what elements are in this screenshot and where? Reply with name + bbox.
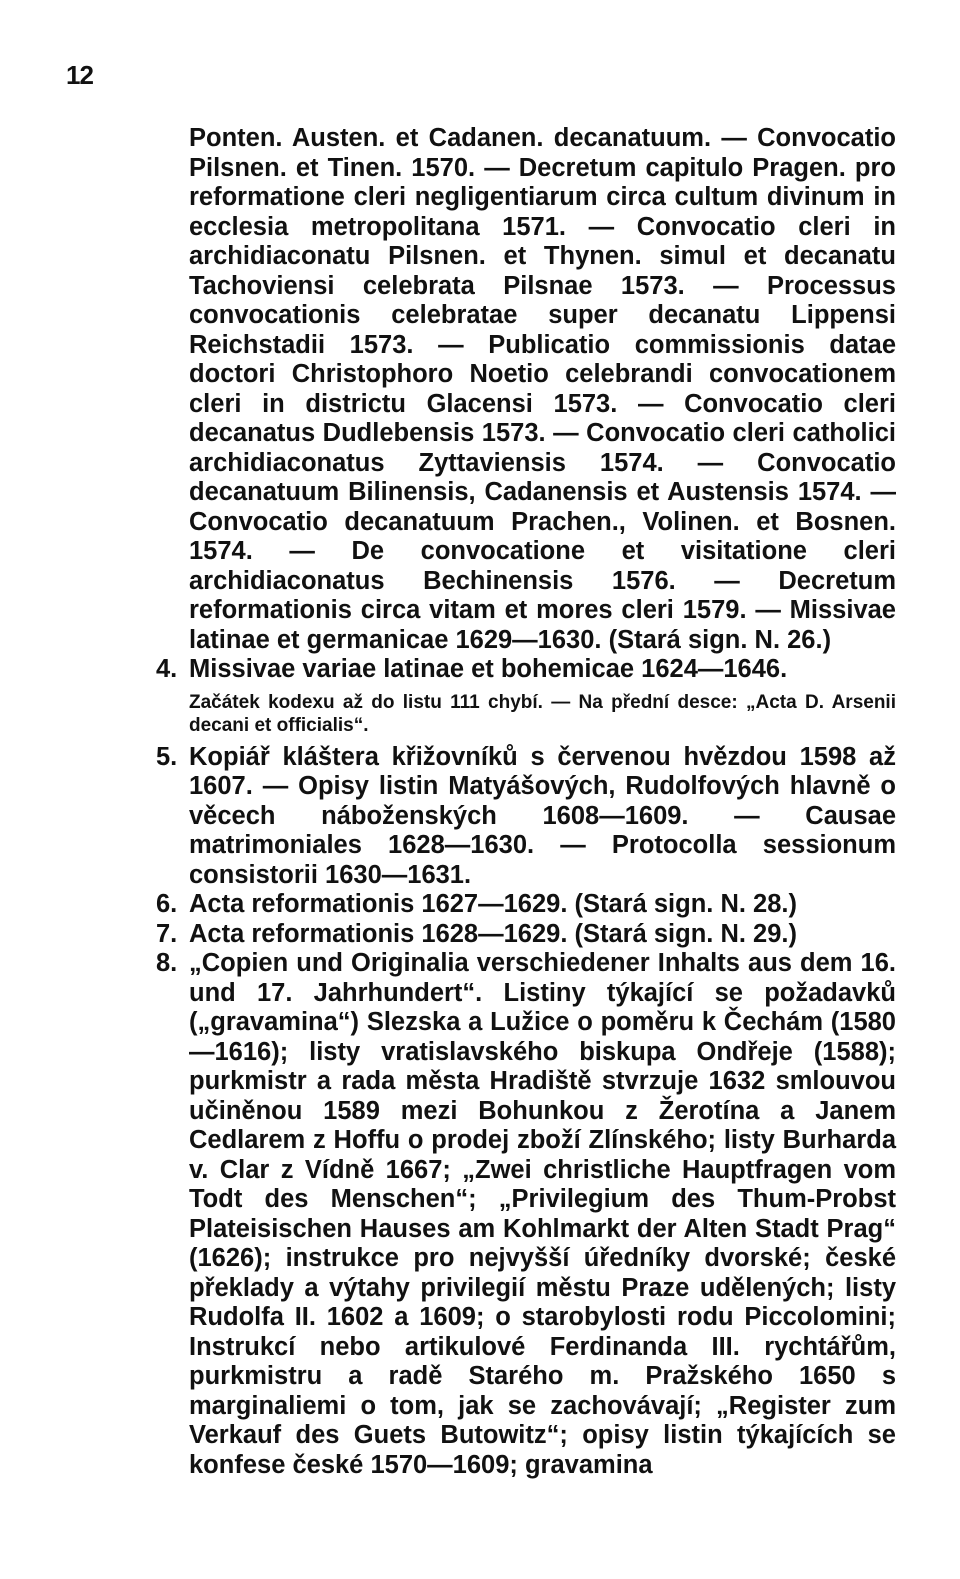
list-item-text: Missivae variae latinae et bohemicae 1624—1646.: [189, 655, 788, 683]
page-body: [156, 124, 896, 1480]
list-item-text: Kopiář kláštera křižovníků s červenou hvězdou 1598 až 1607. — Opisy listin Matyášových, Rudolfových hlavně o věcech náboženských 1608—1609. — Causae matrimoniales 1628—1630. — Protocolla sessionum consistorii 1630—1631.: [189, 742, 896, 889]
list-item: [156, 890, 896, 920]
list-item-text: „Copien und Originalia verschiedener Inhalts aus dem 16. und 17. Jahrhundert“. Listiny týkající se požadavků („gravamina“) Slezska a Lužice o poměru k Čechám (1580—1616); listy vratislavského biskupa Ondřeje (1588); purkmistr a rada města Hradiště stvrzuje 1632 smlouvou učiněnou 1589 mezi Bohunkou z Žerotína a Janem Cedlarem z Hoffu o prodej zboží Zlínského; listy Burharda v. Clar z Vídně 1667; „Zwei christliche Hauptfragen vom Todt des Menschen“; „Privilegium des Thum-Probst Plateisischen Hauses am Kohlmarkt der Alten Stadt Prag“ (1626); instrukce pro nejvyšší úředníky dvorské; české překlady a výtahy privilegií městu Praze udělených; listy Rudolfa II. 1602 a 1609; o starobylosti rodu Piccolomini; Instrukcí nebo artikulové Ferdinanda III. rychtářům, purkmistru a radě Starého m. Pražského 1650 s marginaliemi o tom, jak se zachovávají; „Register zum Verkauf des Guets Butowitz“; opisy listin týkajících se konfese české 1570—1609; gravamina: [189, 949, 896, 1479]
page-number: 12: [66, 60, 93, 90]
list-item: [156, 949, 896, 1480]
list-item-number: 6.: [156, 890, 178, 918]
list-item: [156, 920, 896, 950]
list-item-number: 8.: [156, 949, 178, 977]
continuation-paragraph: Ponten. Austen. et Cadanen. decanatuum. — Convocatio Pilsnen. et Tinen. 1570. — Decretum capitulo Pragen. pro reformatione cleri negligentiarum circa cultum divinum in ecclesia metropolitana 1571. — Convocatio cleri in archidiaconatu Pilsnen. et Thynen. simul et decanatu Tachoviensi celebrata Pilsnae 1573. — Processus convocationis celebratae super decanatu Lippensi Reichstadii 1573. — Publicatio commissionis datae doctori Christophoro Noetio celebrandi convocationem cleri in districtu Glacensi 1573. — Convocatio cleri decanatus Dudlebensis 1573. — Convocatio cleri catholici archidiaconatus Zyttaviensis 1574. — Convocatio decanatuum Bilinensis, Cadanensis et Austensis 1574. — Convocatio decanatuum Prachen., Volinen. et Bosnen. 1574. — De convocatione et visitatione cleri archidiaconatus Bechinensis 1576. — Decretum reformationis circa vitam et mores cleri 1579. — Missivae latinae et germanicae 1629—1630. (Stará sign. N. 26.): [189, 124, 896, 654]
list-item: [156, 655, 896, 685]
list-item-number: 4.: [156, 655, 178, 683]
list-item-note: Začátek kodexu až do listu 111 chybí. — Na přední desce: „Acta D. Arsenii decani et officialis“.: [189, 691, 896, 736]
list-item-text: Acta reformationis 1627—1629. (Stará sign. N. 28.): [189, 890, 797, 918]
list-item: [156, 743, 896, 891]
list-item-number: 7.: [156, 919, 178, 948]
list-item-number: 5.: [156, 742, 178, 771]
list-item-text: Acta reformationis 1628—1629. (Stará sign. N. 29.): [189, 919, 797, 948]
